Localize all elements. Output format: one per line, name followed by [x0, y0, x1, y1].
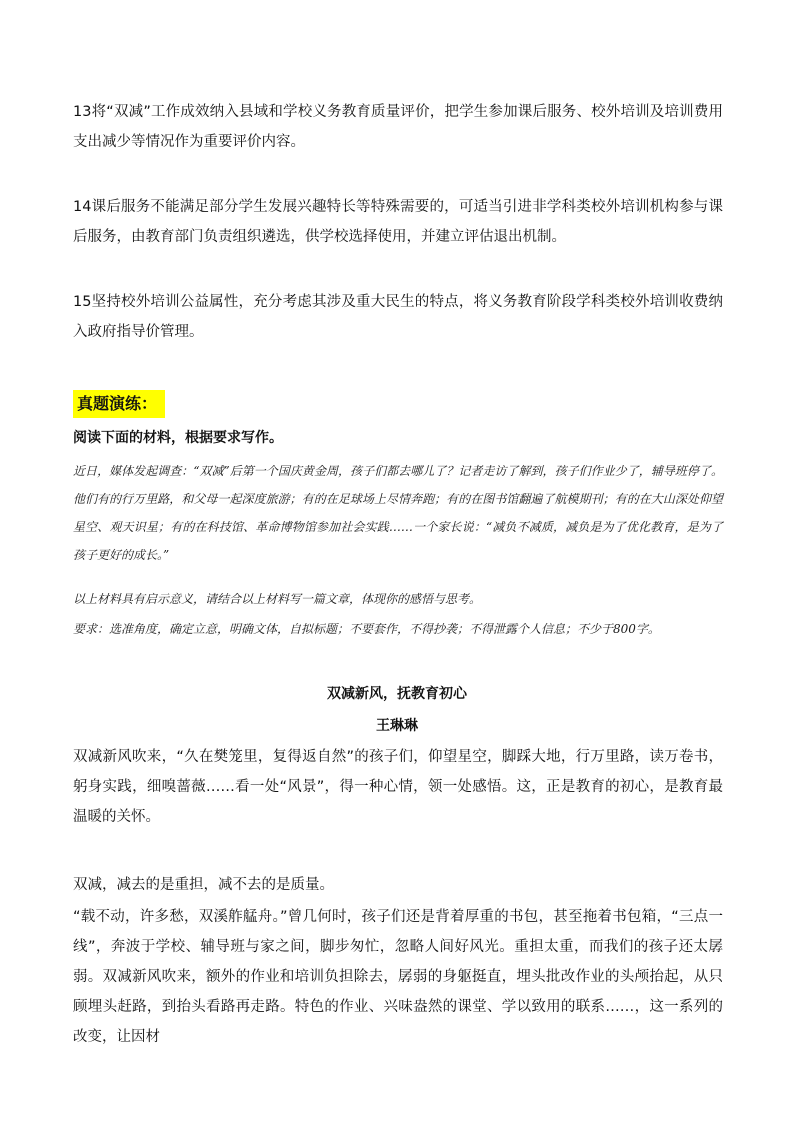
policy-item-15: 15坚持校外培训公益属性，充分考虑其涉及重大民生的特点，将义务教育阶段学科类校外培训收费纳入政府指导价管理。	[73, 294, 723, 340]
prompt-material: 近日，媒体发起调查：“双减”后第一个国庆黄金周，孩子们都去哪儿了？记者走访了解到，孩子们作业少了，辅导班停了。他们有的行万里路，和父母一起深度旅游；有的在足球场上尽情奔跑；有的在图书馆翻遍了航模期刊；有的在大山深处仰望星空、观天识星；有的在科技馆、革命博物馆参加社会实践……一个家长说：“减负不减质，减负是为了优化教育，是为了孩子更好的成长。”	[73, 464, 723, 562]
prompt-title: 阅读下面的材料，根据要求写作。	[73, 430, 283, 446]
essay-paragraph-1: 双减新风吹来，“久在樊笼里，复得返自然”的孩子们，仰望星空，脚踩大地，行万里路，读万卷书，躬身实践，细嗅蔷薇……看一处“风景”，得一种心情，领一处感悟。这，正是教育的初心，是教育最温暖的关怀。	[73, 749, 723, 825]
essay-paragraph-3: “载不动，许多愁，双溪舴艋舟。”曾几何时，孩子们还是背着厚重的书包，甚至拖着书包箱，“三点一线”，奔波于学校、辅导班与家之间，脚步匆忙，忽略人间好风光。重担太重，而我们的孩子还太孱弱。双减新风吹来，额外的作业和培训负担除去，孱弱的身躯挺直，埋头批改作业的头颅抬起，从只顾埋头赶路，到抬头看路再走路。特色的作业、兴味盎然的课堂、学以致用的联系……，这一系列的改变，让因材	[73, 909, 723, 1045]
essay-title: 双减新风，抚教育初心	[327, 686, 467, 702]
section-heading: 真题演练：	[73, 390, 165, 418]
essay-paragraph-2: 双减，减去的是重担，减不去的是质量。	[73, 877, 334, 893]
policy-item-13: 13将“双减”工作成效纳入县域和学校义务教育质量评价，把学生参加课后服务、校外培训及培训费用支出减少等情况作为重要评价内容。	[73, 104, 723, 150]
policy-item-14: 14课后服务不能满足部分学生发展兴趣特长等特殊需要的，可适当引进非学科类校外培训机构参与课后服务，由教育部门负责组织遴选，供学校选择使用，并建立评估退出机制。	[73, 199, 723, 245]
prompt-instruction: 以上材料具有启示意义，请结合以上材料写一篇文章，体现你的感悟与思考。	[73, 592, 482, 606]
essay-author: 王琳琳	[376, 718, 418, 734]
prompt-requirements: 要求：选准角度，确定立意，明确文体，自拟标题；不要套作，不得抄袭；不得泄露个人信息；不少于800字。	[73, 622, 660, 636]
